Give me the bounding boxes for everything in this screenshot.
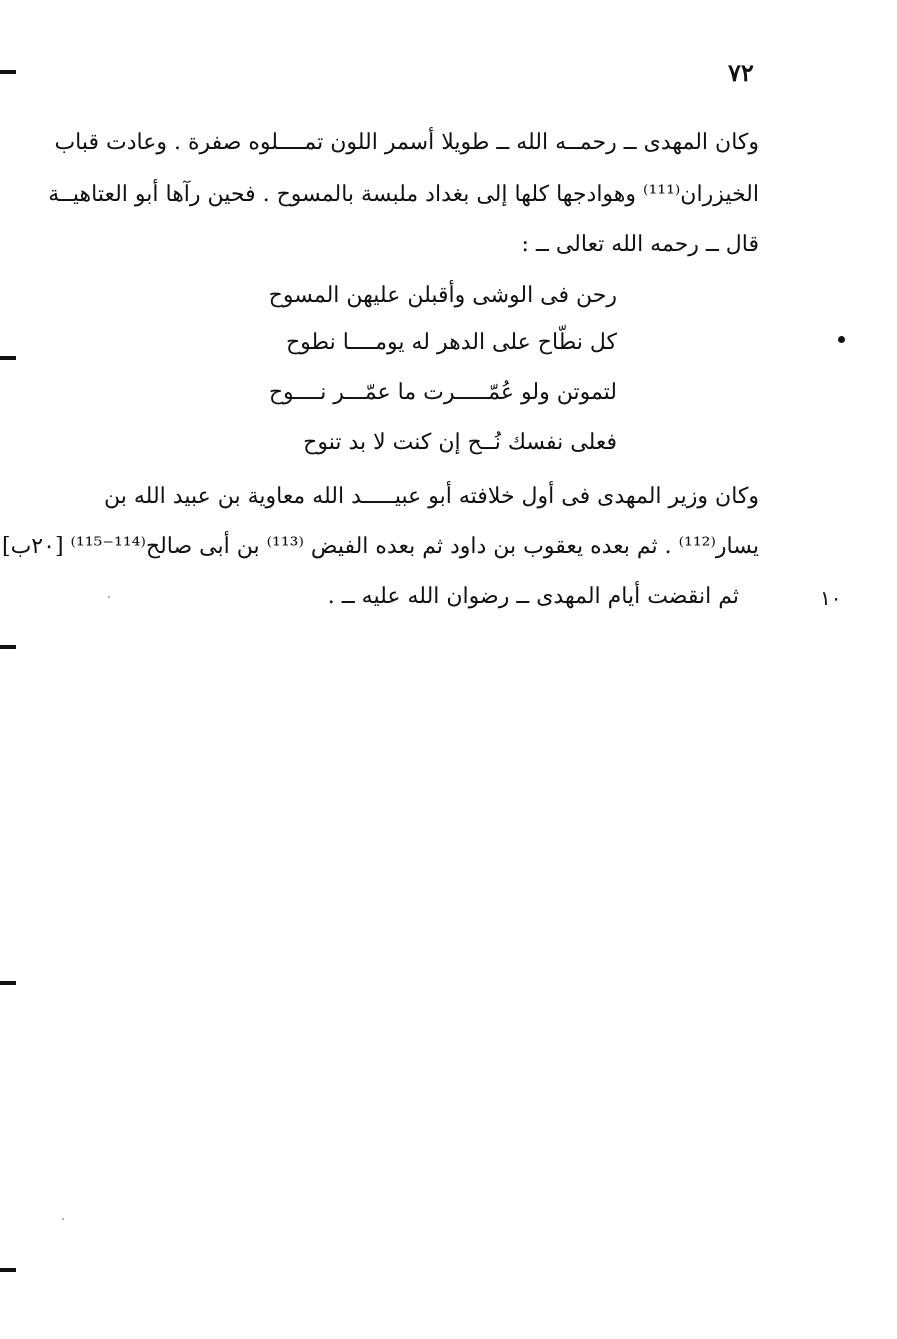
verse-line-3: لتموتن ولو عُمّـــــرت ما عمّـــر نــــوح <box>268 380 617 405</box>
verse-line-1: رحن فى الوشى وأقبلن عليهن المسوح <box>268 283 617 308</box>
margin-tick <box>0 356 16 360</box>
margin-tick <box>0 645 16 649</box>
verse-line-4: فعلى نفسك نُــح إن كنت لا بد تنوح <box>303 430 617 455</box>
scan-speck <box>108 596 110 598</box>
line-number-marker: ١٠ <box>820 586 842 610</box>
margin-tick <box>0 981 16 985</box>
paragraph-1-line-3: قال ــ رحمه الله تعالى ــ : <box>521 232 759 257</box>
page-number: ٧٢ <box>728 58 754 87</box>
scan-speck <box>62 1218 64 1220</box>
verse-line-2: كل نطّاح على الدهر له يومــــا نطوح <box>285 330 617 355</box>
paragraph-1-line-2: الخيزران⁽¹¹¹⁾ وهوادجها كلها إلى بغداد ملبسة بالمسوح . فحين رآها أبو العتاهيــة <box>48 182 759 207</box>
paragraph-1-line-1: وكان المهدى ــ رحمــه الله ــ طويلا أسمر اللون تمــــلوه صفرة . وعادت قباب <box>54 130 759 155</box>
margin-tick <box>0 1268 16 1272</box>
margin-tick <box>0 70 16 74</box>
paragraph-2-line-1: وكان وزير المهدى فى أول خلافته أبو عبيـــــد الله معاوية بن عبيد الله بن <box>104 484 759 509</box>
paragraph-2-line-2: يسار⁽¹¹²⁾ . ثم بعده يعقوب بن داود ثم بعده الفيض ⁽¹¹³⁾ بن أبى صالح⁽¹¹⁴⁻¹¹⁵⁾ [٢٠ب] <box>2 534 759 559</box>
margin-bullet <box>838 336 845 343</box>
paragraph-2-line-3: ثم انقضت أيام المهدى ــ رضوان الله عليه ــ . <box>327 584 739 609</box>
